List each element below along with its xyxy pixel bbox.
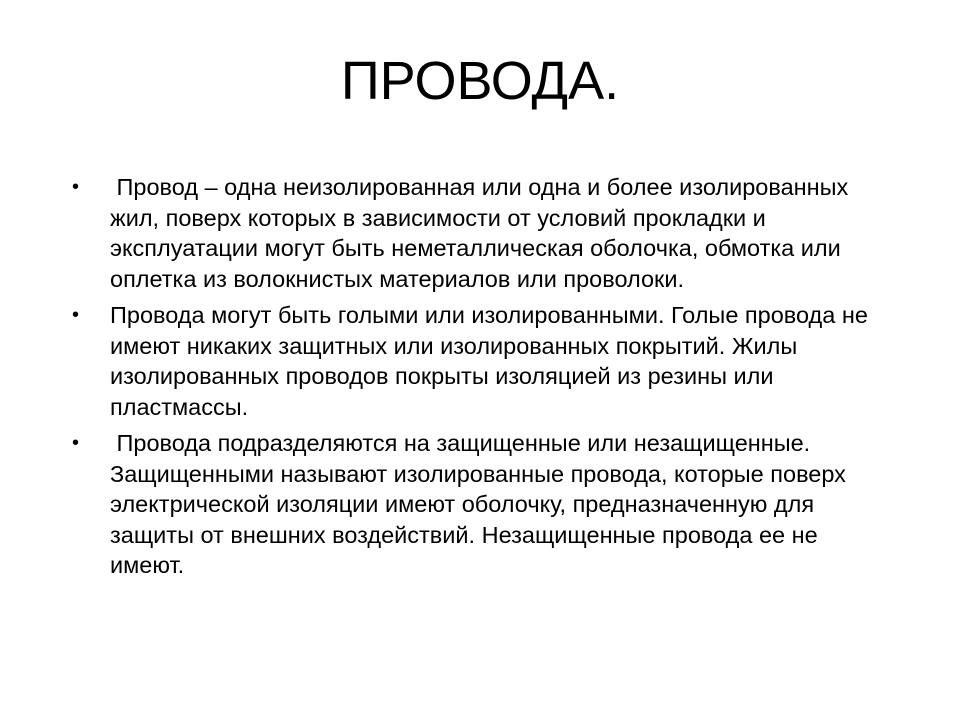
slide-title: ПРОВОДА. [340, 51, 620, 111]
bullet-item [72, 300, 892, 422]
bullet-text: Провод – одна неизолированная или одна и более изолированных жил, поверх которых в зависимости от условий прокладки и эксплуатации могут быть неметаллическая оболочка, обмотка или оплетка из волокнистых материалов или проволоки. [110, 174, 849, 292]
bullet-item [72, 428, 892, 581]
bullet-marker: • [72, 304, 80, 326]
bullet-marker: • [72, 432, 80, 454]
bullet-text: Провода подразделяются на защищенные или незащищенные. Защищенными называют изолированные провода, которые поверх электрической изоляции имеют оболочку, предназначенную для защиты от внешних воздействий. Незащищенные провода ее не имеют. [110, 430, 846, 578]
bullet-list [72, 172, 892, 587]
bullet-text: Провода могут быть голыми или изолированными. Голые провода не имеют никаких защитных или изолированных покрытий. Жилы изолированных проводов покрыты изоляцией из резины или пластмассы. [110, 302, 868, 420]
bullet-item [72, 172, 892, 294]
bullet-marker: • [72, 176, 80, 198]
